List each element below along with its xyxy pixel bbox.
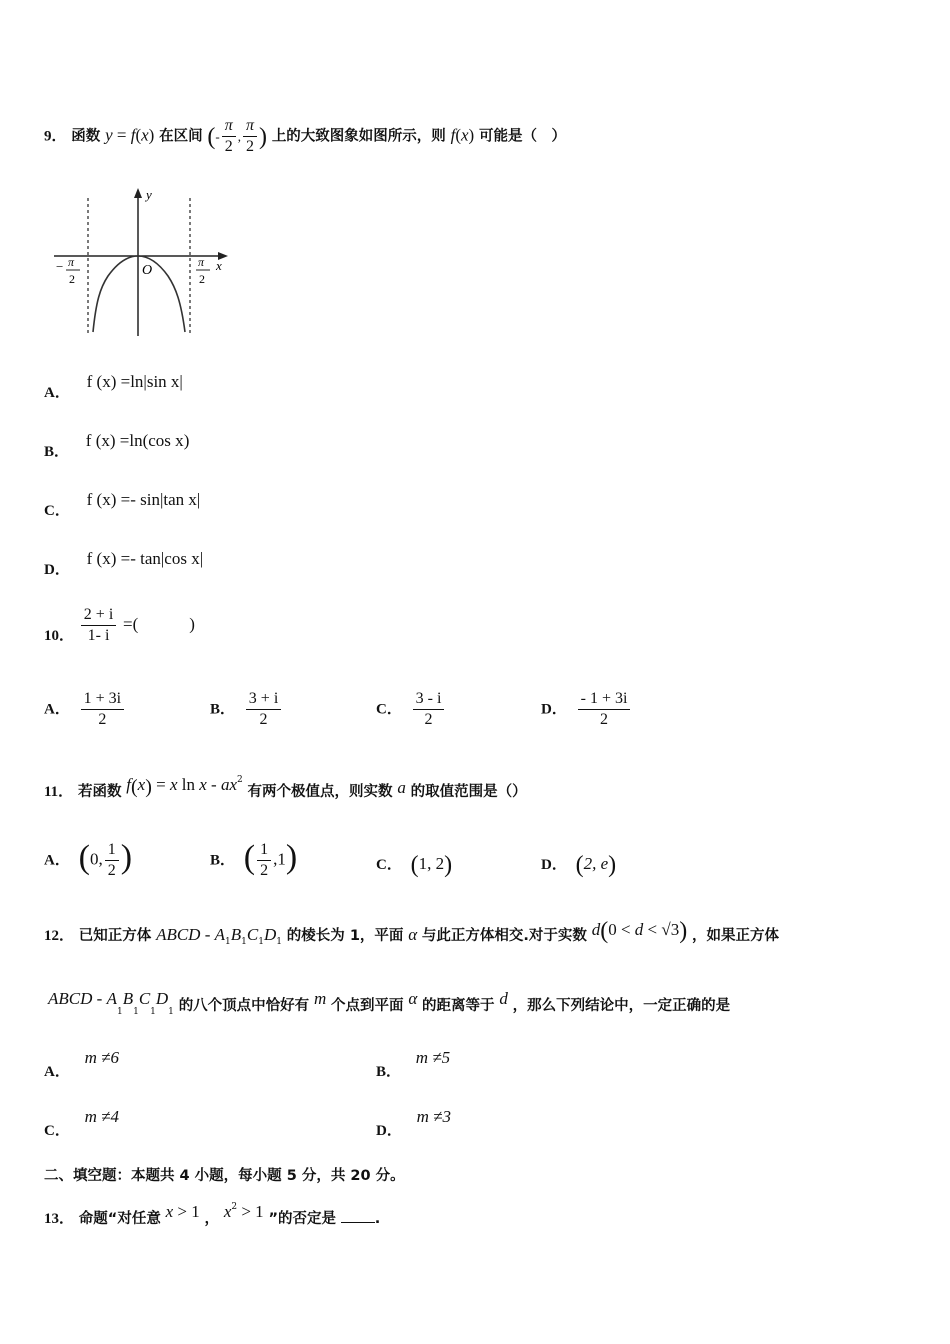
q9-option-a[interactable]: A． f (x) =ln|sin x| <box>44 372 183 401</box>
neg-pi-label: π <box>68 255 75 269</box>
pi-label: π <box>198 255 205 269</box>
y-axis-arrow <box>134 188 142 198</box>
q9-graph <box>52 184 242 344</box>
q12-option-c[interactable]: C． m ≠4 <box>44 1107 119 1139</box>
q11-option-a[interactable]: A． (0, $\frac{1}{2}$ ) <box>44 838 133 879</box>
q12-option-d[interactable]: D． m ≠3 <box>376 1107 451 1139</box>
q12-stem-line2: ABCD - $A_1B_1C_1D_1$ 的八个顶点中恰好有 m 个点到平面 α 的距离等于 d ，那么下列结论中，一定正确的是 <box>48 989 731 1017</box>
q11-option-b[interactable]: B． ( $\frac{1}{2}$ ,1) <box>210 838 298 879</box>
q10-stem: 10． $\frac{2 + i}{1- i}$ =( ) <box>44 606 195 644</box>
q9-option-d[interactable]: D． f (x) =- tan|cos x| <box>44 549 204 578</box>
q9-option-b[interactable]: B． f (x) =ln(cos x) <box>44 431 190 460</box>
q9-option-c[interactable]: C． f (x) =- sin|tan x| <box>44 490 201 519</box>
q11-option-c[interactable]: C． (1, 2) <box>376 852 453 878</box>
q9-function: y <box>105 125 113 145</box>
svg-text:2: 2 <box>69 272 75 286</box>
q13-stem: 13． 命题“对任意 x > 1 ， $x^2 > 1$ ”的否定是 . <box>44 1202 381 1227</box>
svg-text:−: − <box>56 259 64 274</box>
section2-heading: 二、填空题：本题共 4 小题，每小题 5 分，共 20 分。 <box>44 1168 405 1184</box>
q12-stem-line1: 12． 已知正方体 ABCD - $A_1B_1C_1D_1$ 的棱长为 1，平面 α 与此正方体相交.对于实数 d(0 < d < √3) ，如果正方体 <box>44 918 779 947</box>
q11-option-d[interactable]: D． (2, e) <box>541 852 617 878</box>
function-curve <box>93 256 185 332</box>
q10-option-b[interactable]: B． $\frac{3 + i}{2}$ <box>210 689 283 730</box>
q10-number: 10． <box>44 627 75 644</box>
q9-number: 9． <box>44 128 67 145</box>
q13-number: 13． <box>44 1211 75 1227</box>
q9-stem: 9． 函数 y = f(x) 在区间 (- $\frac{\pi}{2}$ , $\frac{\pi}{2}$ ) 上的大致图象如图所示，则 f(x) 可能是（ ） <box>44 117 566 155</box>
q9-interval: (- $\frac{\pi}{2}$ , $\frac{\pi}{2}$ ) <box>207 117 268 155</box>
svg-text:2: 2 <box>199 272 205 286</box>
q11-function: f(x) = x ln x - $ax^2$ <box>126 775 243 798</box>
origin-label: O <box>142 263 153 278</box>
q12-option-b[interactable]: B． m ≠5 <box>376 1048 451 1080</box>
x-label: x <box>216 258 222 273</box>
q11-stem: 11． 若函数 f(x) = x ln x - $ax^2$ 有两个极值点，则实数 a 的取值范围是（） <box>44 775 527 800</box>
q12-option-a[interactable]: A． m ≠6 <box>44 1048 119 1080</box>
q10-option-c[interactable]: C． $\frac{3 - i}{2}$ <box>376 689 446 730</box>
q10-option-a[interactable]: A． $\frac{1 + 3i}{2}$ <box>44 689 126 730</box>
q10-fraction: $\frac{2 + i}{1- i}$ <box>81 605 116 646</box>
q13-answer-blank[interactable] <box>341 1208 375 1223</box>
q11-number: 11． <box>44 784 74 800</box>
q10-option-d[interactable]: D． $\frac{- 1 + 3i}{2}$ <box>541 689 632 730</box>
q12-number: 12． <box>44 928 75 944</box>
y-label: y <box>146 187 152 202</box>
